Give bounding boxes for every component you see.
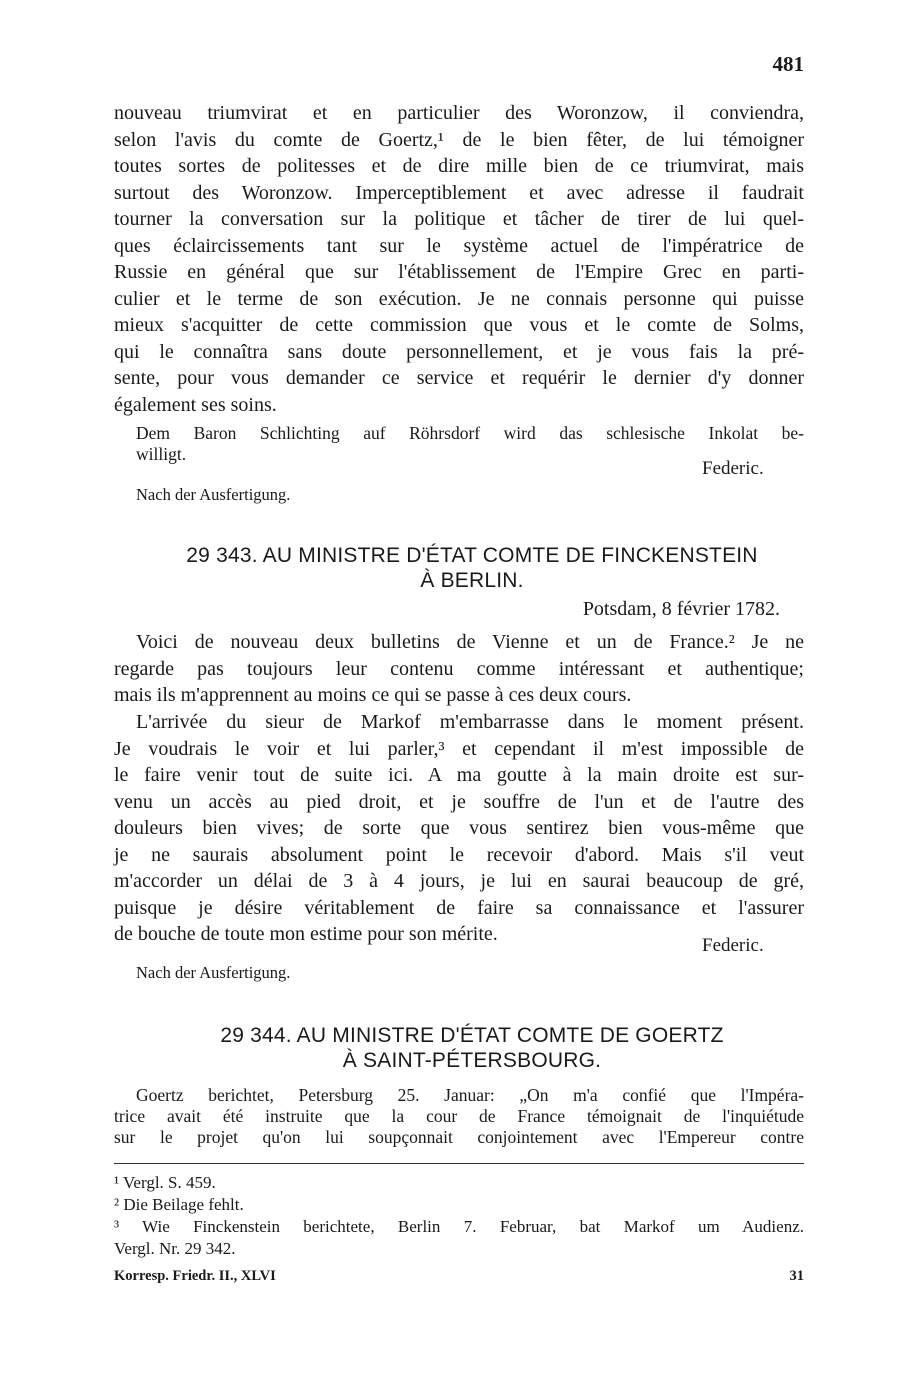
text-line: surtout des Woronzow. Imperceptiblement et avec adresse il faudrait	[114, 181, 804, 204]
heading-line: À BERLIN.	[420, 569, 524, 592]
text-line: qui le connaîtra sans doute personnellement, et je vous fais la pré-	[114, 340, 804, 363]
footnote: Vergl. Nr. 29 342.	[114, 1239, 236, 1258]
source-note: Nach der Ausfertigung.	[136, 485, 291, 504]
text-line: culier et le terme de son exécution. Je ne connais personne qui puisse	[114, 287, 804, 310]
text-line: puisque je désire véritablement de faire sa connaissance et l'assurer	[114, 896, 804, 919]
text-line: douleurs bien vives; de sorte que vous sentirez bien vous-même que	[114, 817, 804, 839]
text-line: ques éclaircissements tant sur le système actuel de l'impératrice de	[114, 234, 804, 257]
text-line: je ne saurais absolument point le recevoir d'abord. Mais s'il veut	[114, 843, 804, 866]
text-line: L'arrivée du sieur de Markof m'embarrasse dans le moment présent.	[136, 711, 804, 733]
continuation-paragraph	[114, 100, 804, 418]
letter-heading-29343	[114, 543, 830, 593]
text-line: tourner la conversation sur la politique et tâcher de tirer de lui quel-	[114, 208, 804, 230]
footnote: ³ Wie Finckenstein berichtete, Berlin 7. Februar, bat Markof um Audienz.	[114, 1217, 804, 1236]
text-line: Je voudrais le voir et lui parler,³ et cependant il m'est impossible de	[114, 737, 804, 760]
text-line: Goertz berichtet, Petersburg 25. Januar: „On m'a confié que l'Impéra-	[136, 1085, 804, 1105]
text-line: sente, pour vous demander ce service et requérir le dernier d'y donner	[114, 367, 804, 389]
text-line: regarde pas toujours leur contenu comme intéressant et authentique;	[114, 657, 804, 680]
text-line: mieux s'acquitter de cette commission que vous et le comte de Solms,	[114, 314, 804, 336]
letter-heading-29344	[114, 1023, 830, 1073]
footnote: ² Die Beilage fehlt.	[114, 1195, 244, 1214]
text-line: Russie en général que sur l'établissement de l'Empire Grec en parti-	[114, 261, 804, 283]
letter-paragraph-2	[114, 709, 804, 948]
heading-line: À SAINT-PÉTERSBOURG.	[342, 1049, 602, 1072]
text-line: également ses soins.	[114, 393, 277, 416]
text-line: toutes sortes de politesses et de dire mille bien de ce triumvirat, mais	[114, 155, 804, 177]
text-line: mais ils m'apprennent au moins ce qui se passe à ces deux cours.	[114, 684, 632, 706]
text-line: Voici de nouveau deux bulletins de Vienne et un de France.² Je ne	[136, 631, 804, 653]
report-summary	[114, 1085, 804, 1148]
text-line: de bouche de toute mon estime pour son mérite.	[114, 923, 498, 945]
sheet-number: 31	[789, 1268, 804, 1284]
signature: Federic.	[702, 935, 764, 956]
text-line: sur le projet qu'on lui soupçonnait conjointement avec l'Empereur contre	[114, 1127, 804, 1147]
heading-line: 29 344. AU MINISTRE D'ÉTAT COMTE DE GOERTZ	[220, 1024, 724, 1047]
text-line: trice avait été instruite que la cour de France témoignait de l'inquiétude	[114, 1106, 804, 1126]
text-line: willigt.	[136, 444, 187, 464]
dateline: Potsdam, 8 février 1782.	[582, 598, 780, 620]
text-line: m'accorder un délai de 3 à 4 jours, je lui en saurai beaucoup de gré,	[114, 870, 804, 892]
footnote-divider	[114, 1163, 804, 1164]
text-line: nouveau triumvirat et en particulier des Woronzow, il conviendra,	[114, 102, 804, 124]
text-line: le faire venir tout de suite ici. A ma goutte à la main droite est sur-	[114, 764, 804, 786]
text-line: venu un accès au pied droit, et je souffre de l'un et de l'autre des	[114, 790, 804, 813]
heading-line: 29 343. AU MINISTRE D'ÉTAT COMTE DE FINCKENSTEIN	[186, 544, 758, 567]
source-note: Nach der Ausfertigung.	[136, 963, 291, 982]
text-line: selon l'avis du comte de Goertz,¹ de le bien fêter, de lui témoigner	[114, 128, 804, 151]
footnote: ¹ Vergl. S. 459.	[114, 1173, 216, 1192]
signature: Federic.	[702, 458, 764, 479]
text-line: Dem Baron Schlichting auf Röhrsdorf wird das schlesische Inkolat be-	[136, 423, 804, 443]
page-number: 481	[772, 52, 804, 76]
footnotes	[114, 1172, 804, 1260]
signature-mark: Korresp. Friedr. II., XLVI	[114, 1268, 276, 1284]
letter-paragraph-1	[114, 629, 804, 709]
